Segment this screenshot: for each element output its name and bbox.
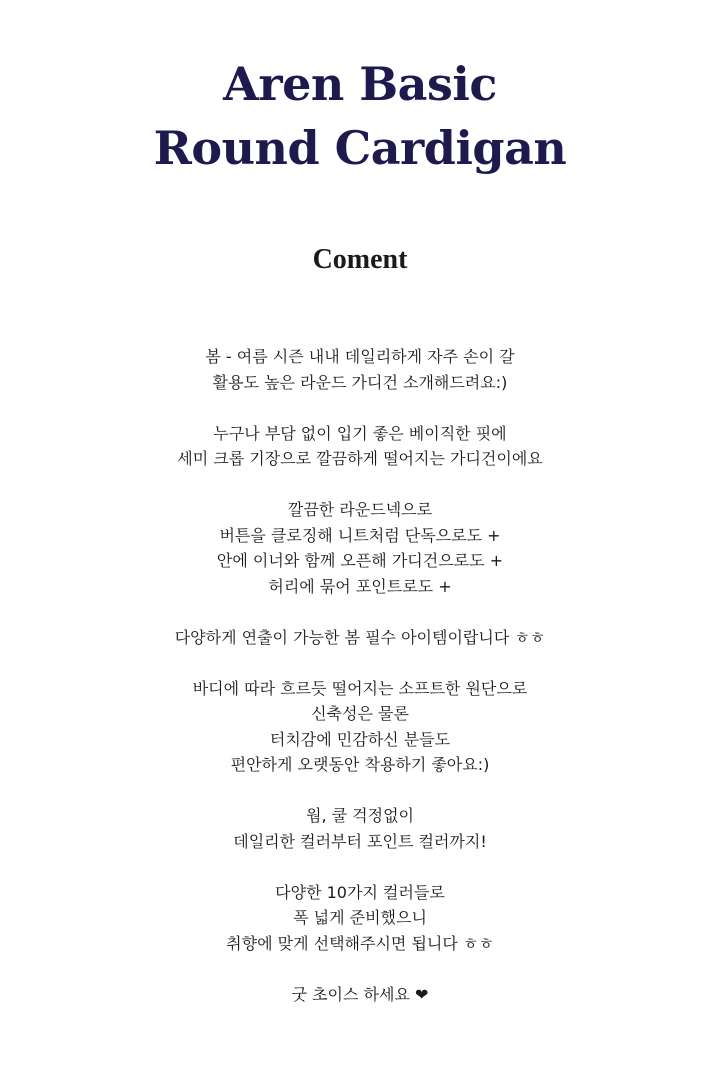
description-body xyxy=(0,344,720,1033)
description-line: 다양하게 연출이 가능한 봄 필수 아이템이랍니다 ㅎㅎ xyxy=(174,627,546,647)
description-line: 안에 이너와 함께 오픈해 가디건으로도 + xyxy=(216,551,504,570)
description-line: 세미 크롭 기장으로 깔끔하게 떨어지는 가디건이에요 xyxy=(177,449,543,468)
description-paragraph xyxy=(0,497,720,599)
description-line: 편안하게 오랫동안 착용하기 좋아요:) xyxy=(230,755,490,774)
description-line: 폭 넓게 준비했으니 xyxy=(293,908,427,927)
product-title xyxy=(0,52,720,180)
description-line: 누구나 부담 없이 입기 좋은 베이직한 핏에 xyxy=(213,423,507,443)
description-paragraph xyxy=(0,344,720,395)
description-line: 다양한 10가지 컬러들로 xyxy=(275,882,445,902)
description-paragraph xyxy=(0,880,720,957)
description-line: 터치감에 민감하신 분들도 xyxy=(269,729,451,749)
description-line: 버튼을 클로징해 니트처럼 단독으로도 + xyxy=(219,525,501,545)
description-paragraph xyxy=(0,982,720,1008)
description-line: 깔끔한 라운드넥으로 xyxy=(287,500,433,519)
description-line: 허리에 묶어 포인트로도 + xyxy=(268,576,452,596)
comment-heading: Coment xyxy=(312,244,408,275)
description-line: 신축성은 물론 xyxy=(311,704,409,723)
description-paragraph xyxy=(0,676,720,778)
description-line: 봄 - 여름 시즌 내내 데일리하게 자주 손이 갈 xyxy=(205,347,515,366)
product-title-line-1: Aren Basic xyxy=(223,57,497,111)
description-line: 웜, 쿨 걱정없이 xyxy=(306,806,414,825)
description-line: 굿 초이스 하세요 ❤ xyxy=(291,984,429,1004)
description-paragraph xyxy=(0,803,720,854)
description-line: 활용도 높은 라운드 가디건 소개해드려요:) xyxy=(212,372,508,392)
description-line: 취향에 맞게 선택해주시면 됩니다 ㅎㅎ xyxy=(226,933,494,953)
description-paragraph xyxy=(0,625,720,651)
description-line: 데일리한 컬러부터 포인트 컬러까지! xyxy=(233,831,487,851)
product-title-line-2: Round Cardigan xyxy=(153,121,567,175)
description-line: 바디에 따라 흐르듯 떨어지는 소프트한 원단으로 xyxy=(192,678,528,698)
description-paragraph xyxy=(0,421,720,472)
